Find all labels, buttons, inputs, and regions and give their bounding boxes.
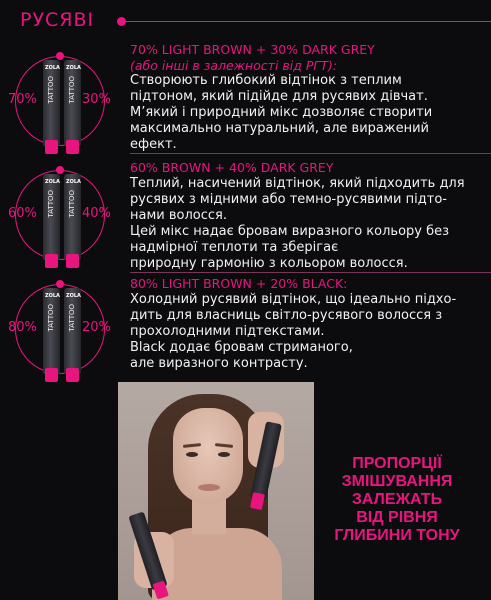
tube-brand: ZOLA: [45, 65, 60, 71]
tube-cap: [45, 254, 58, 268]
mix-text-line: підтоном, який підійде для русявих дівчат.: [130, 89, 428, 104]
tube-brand: ZOLA: [45, 293, 60, 299]
percent-right: 20%: [82, 320, 111, 335]
tube-brand: ZOLA: [66, 65, 81, 71]
note-line: ВІД РІВНЯ: [356, 509, 438, 526]
tube-cap: [66, 368, 79, 382]
note-line: ГЛИБИНИ ТОНУ: [334, 527, 460, 544]
product-tube: [64, 174, 81, 260]
mix-text-line: надмірної теплоти та зберігає: [130, 240, 339, 255]
header-dot: [117, 17, 126, 26]
section-divider: [130, 272, 491, 273]
percent-left: 70%: [8, 92, 37, 107]
mix-text-line: М’який і природний мікс дозволяє створити: [130, 105, 433, 120]
ring-dot: [56, 166, 64, 174]
mix-heading: 80% LIGHT BROWN + 20% BLACK:: [130, 276, 348, 291]
mix-heading: 60% BROWN + 40% DARK GREY: [130, 160, 334, 175]
percent-left: 60%: [8, 206, 37, 221]
note-line: ЗАЛЕЖАТЬ: [351, 491, 443, 508]
tube-label: TATTOO: [68, 304, 76, 332]
tube-label: TATTOO: [47, 304, 55, 332]
tube-label: TATTOO: [68, 76, 76, 104]
mix-text-line: природну гармонію з кольором волосся.: [130, 256, 408, 271]
tube-brand: ZOLA: [66, 293, 81, 299]
product-tube: [64, 60, 81, 146]
model-eye: [186, 452, 198, 457]
tube-cap: [45, 140, 58, 154]
tube-label: TATTOO: [47, 190, 55, 218]
mix-text-line: Цей мікс надає бровам виразного кольору без: [130, 224, 450, 239]
mix-description: [130, 42, 480, 153]
ring-dot: [56, 280, 64, 288]
tube-cap: [45, 368, 58, 382]
product-tube: [43, 60, 60, 146]
tube-label: TATTOO: [68, 190, 76, 218]
tube-brand: ZOLA: [45, 179, 60, 185]
tube-brand: ZOLA: [66, 179, 81, 185]
ring-dot: [56, 52, 64, 60]
percent-left: 80%: [8, 320, 37, 335]
note-line: ЗМІШУВАННЯ: [341, 473, 453, 490]
mix-text-line: але виразного контрасту.: [130, 356, 308, 371]
mix-text-line: максимально натуральний, але виражений: [130, 121, 429, 136]
product-tube: [43, 288, 60, 374]
mix-text-line: дить для власниць світло-русявого волосся з: [130, 308, 443, 323]
page-title: РУСЯВІ: [20, 9, 95, 31]
model-eye: [218, 452, 230, 457]
mix-text-line: Холодний русявий відтінок, що ідеально підхо-: [130, 292, 457, 307]
mix-text-line: Black додає бровам стриманого,: [130, 340, 353, 355]
mix-text-line: Створюють глибокий відтінок з теплим: [130, 73, 402, 88]
percent-right: 40%: [82, 206, 111, 221]
mix-description: [130, 160, 480, 272]
mix-subheading: (або інші в залежності від РГТ):: [130, 58, 338, 73]
tube-cap: [66, 140, 79, 154]
page-header: [0, 0, 491, 44]
mix-text-line: Теплий, насичений відтінок, який підходить для: [130, 176, 465, 191]
product-tube: [43, 174, 60, 260]
note-line: ПРОПОРЦІЇ: [352, 455, 442, 472]
model-lips: [198, 484, 220, 491]
mix-heading: 70% LIGHT BROWN + 30% DARK GREY: [130, 42, 375, 57]
product-tube: [64, 288, 81, 374]
mix-description: [130, 276, 480, 372]
mix-text-line: прохолодними підтекстами.: [130, 324, 325, 339]
section-divider: [130, 153, 491, 154]
model-photo: [118, 382, 314, 600]
tube-label: TATTOO: [47, 76, 55, 104]
mix-text-line: русявих з мідними або темно-русявими підто-: [130, 192, 447, 207]
mix-section-2: [0, 160, 491, 276]
mix-text-line: нами волосся.: [130, 208, 227, 223]
percent-right: 30%: [82, 92, 111, 107]
mix-section-1: [0, 42, 491, 160]
tube-cap: [66, 254, 79, 268]
mix-section-3: [0, 276, 491, 380]
header-line: [126, 21, 491, 22]
mix-text-line: ефект.: [130, 137, 177, 152]
proportion-note: [312, 455, 482, 545]
